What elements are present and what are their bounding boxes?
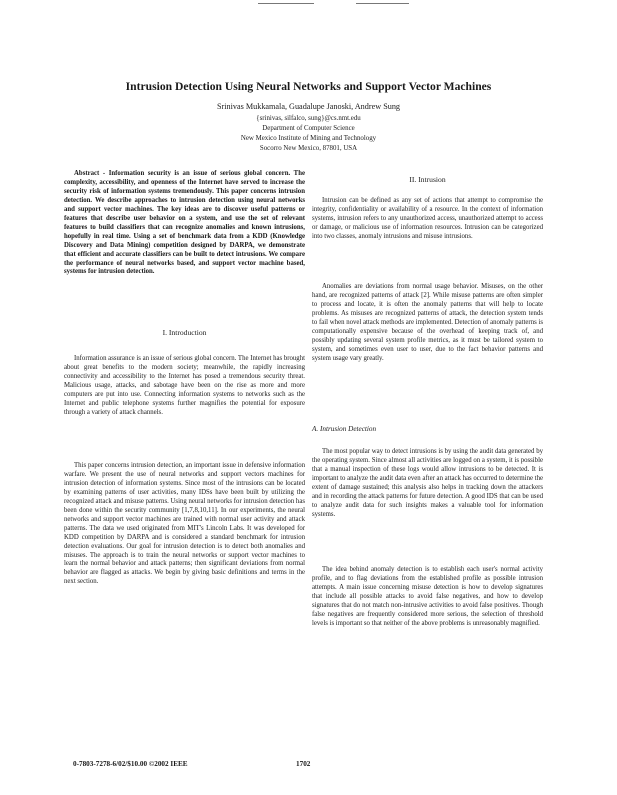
intrusion-paragraph-4: The idea behind anomaly detection is to establish each user's normal activity profile, and to flag deviations from the established profile as possible intrusion attempts. A main issue concerning misuse detection is how to develop signatures that include all possible attacks to avoid false negatives, and how to develop signatures that do not match non-intrusive activities to avoid false positives. Though false negatives are frequently considered more serious, the selection of threshold levels is important so that neither of the above problems is unreasonably magnified.: [312, 566, 543, 627]
intrusion-paragraph-2: Anomalies are deviations from normal usage behavior. Misuses, on the other hand, are recognized patterns of attack [2]. While misuse patterns are often simpler to process and locate, it is often the anomaly patterns that will help to locate problems. As misuses are recognized patterns of attack, the detection system tends to fail when novel attack methods are implemented. Detection of anomaly patterns is computationally expensive because of the overhead of keeping track of, and possibly updating several system profile metrics, as it must be tailored system to system, and sometimes even user to user, due to the fact behavior patterns and system usage vary greatly.: [312, 283, 543, 362]
intro-paragraph-2: This paper concerns intrusion detection, an important issue in defensive information warfare. We present the use of neural networks and support vectors machines for intrusion detection of information systems. Since most of the intrusions can be located by examining patterns of user activities, many IDSs have been built by utilizing the recognized attack and misuse patterns. Using neural networks for intrusion detection has been done within the security community [1,7,8,10,11]. In our experiments, the neural networks and support vector machines are trained with normal user activity and attack patterns. The data we used originated from MIT's Lincoln Labs. It was developed for KDD competition by DARPA and is considered a standard benchmark for intrusion detection evaluations. Our goal for intrusion detection is to detect both anomalies and misuses. The approach is to train the neural networks or support vector machines to learn the normal behavior and attack patterns; then significant deviations from normal behavior are flagged as attacks. We begin by giving basic definitions and terms in the next section.: [64, 462, 305, 586]
intrusion-paragraph-1: Intrusion can be defined as any set of actions that attempt to compromise the integrity, confidentiality or availability of a resource. In the context of information systems, intrusion refers to any unauthorized access, unauthorized attempt to access or damage, or malicious use of information resources. Intrusion can be categorized into two classes, anomaly intrusions and misuse intrusions.: [312, 197, 543, 240]
footer-page-number: 1702: [296, 760, 311, 768]
footer-isbn: 0-7803-7278-6/02/$10.00 ©2002 IEEE: [73, 760, 188, 768]
paper-title: Intrusion Detection Using Neural Networks and Support Vector Machines: [125, 80, 492, 93]
paper-authors: Srinivas Mukkamala, Guadalupe Janoski, Andrew Sung: [216, 102, 401, 111]
intrusion-paragraph-3-block: [312, 448, 543, 520]
intro-paragraph-2-block: [64, 462, 305, 587]
intro-paragraph-1-block: [64, 355, 305, 418]
intrusion-detection-subheading: A. Intrusion Detection: [312, 425, 377, 433]
affiliation-address: Socorro New Mexico, 87801, USA: [259, 145, 358, 152]
intrusion-paragraph-4-block: [312, 566, 543, 629]
intrusion-paragraph-1-block: [312, 197, 543, 242]
top-rule-left: [258, 3, 314, 4]
affiliation-email: {srinivas, silfalco, sung}@cs.nmt.edu: [256, 115, 361, 122]
intrusion-section-heading: II. Intrusion: [409, 175, 446, 184]
intrusion-paragraph-3: The most popular way to detect intrusions is by using the audit data generated by the operating system. Since almost all activities are logged on a system, it is possible that a manual inspection of these logs would allow intrusions to be detected. It is important to analyze the audit data even after an attack has occurred to determine the extent of damage sustained; this analysis also helps in tracking down the attackers and in recording the attack patterns for future detection. A good IDS that can be used to analyze audit data for such insights makes a valuable tool for information systems.: [312, 448, 543, 518]
abstract-paragraph: Abstract - Information security is an issue of serious global concern. The complexity, accessibility, and openness of the Internet have served to increase the security risk of information systems tremendously. This paper concerns intrusion detection. We describe approaches to intrusion detection using neural networks and support vector machines. The key ideas are to discover useful patterns or features that describe user behavior on a system, and use the set of relevant features to build classifiers that can recognize anomalies and known intrusions, hopefully in real time. Using a set of benchmark data from a KDD (Knowledge Discovery and Data Mining) competition designed by DARPA, we demonstrate that efficient and accurate classifiers can be built to detect intrusions. We compare the performance of neural networks based, and support vector machine based, systems for intrusion detection.: [64, 170, 305, 276]
abstract-block: [64, 170, 305, 277]
affiliation-institute: New Mexico Institute of Mining and Technology: [240, 135, 377, 142]
introduction-heading: I. Introduction: [162, 328, 207, 337]
intrusion-paragraph-2-block: [312, 283, 543, 364]
intro-paragraph-1: Information assurance is an issue of serious global concern. The Internet has brought about great benefits to the modern society; meanwhile, the rapidly increasing connectivity and accessibility to the Internet has posed a tremendous security threat. Malicious usage, attacks, and sabotage have been on the rise as more and more computers are put into use. Connecting information systems to networks such as the Internet and public telephone systems further magnifies the potential for exposure through a variety of attack channels.: [64, 355, 305, 416]
top-rule-right: [356, 3, 409, 4]
affiliation-department: Department of Computer Science: [262, 125, 355, 132]
